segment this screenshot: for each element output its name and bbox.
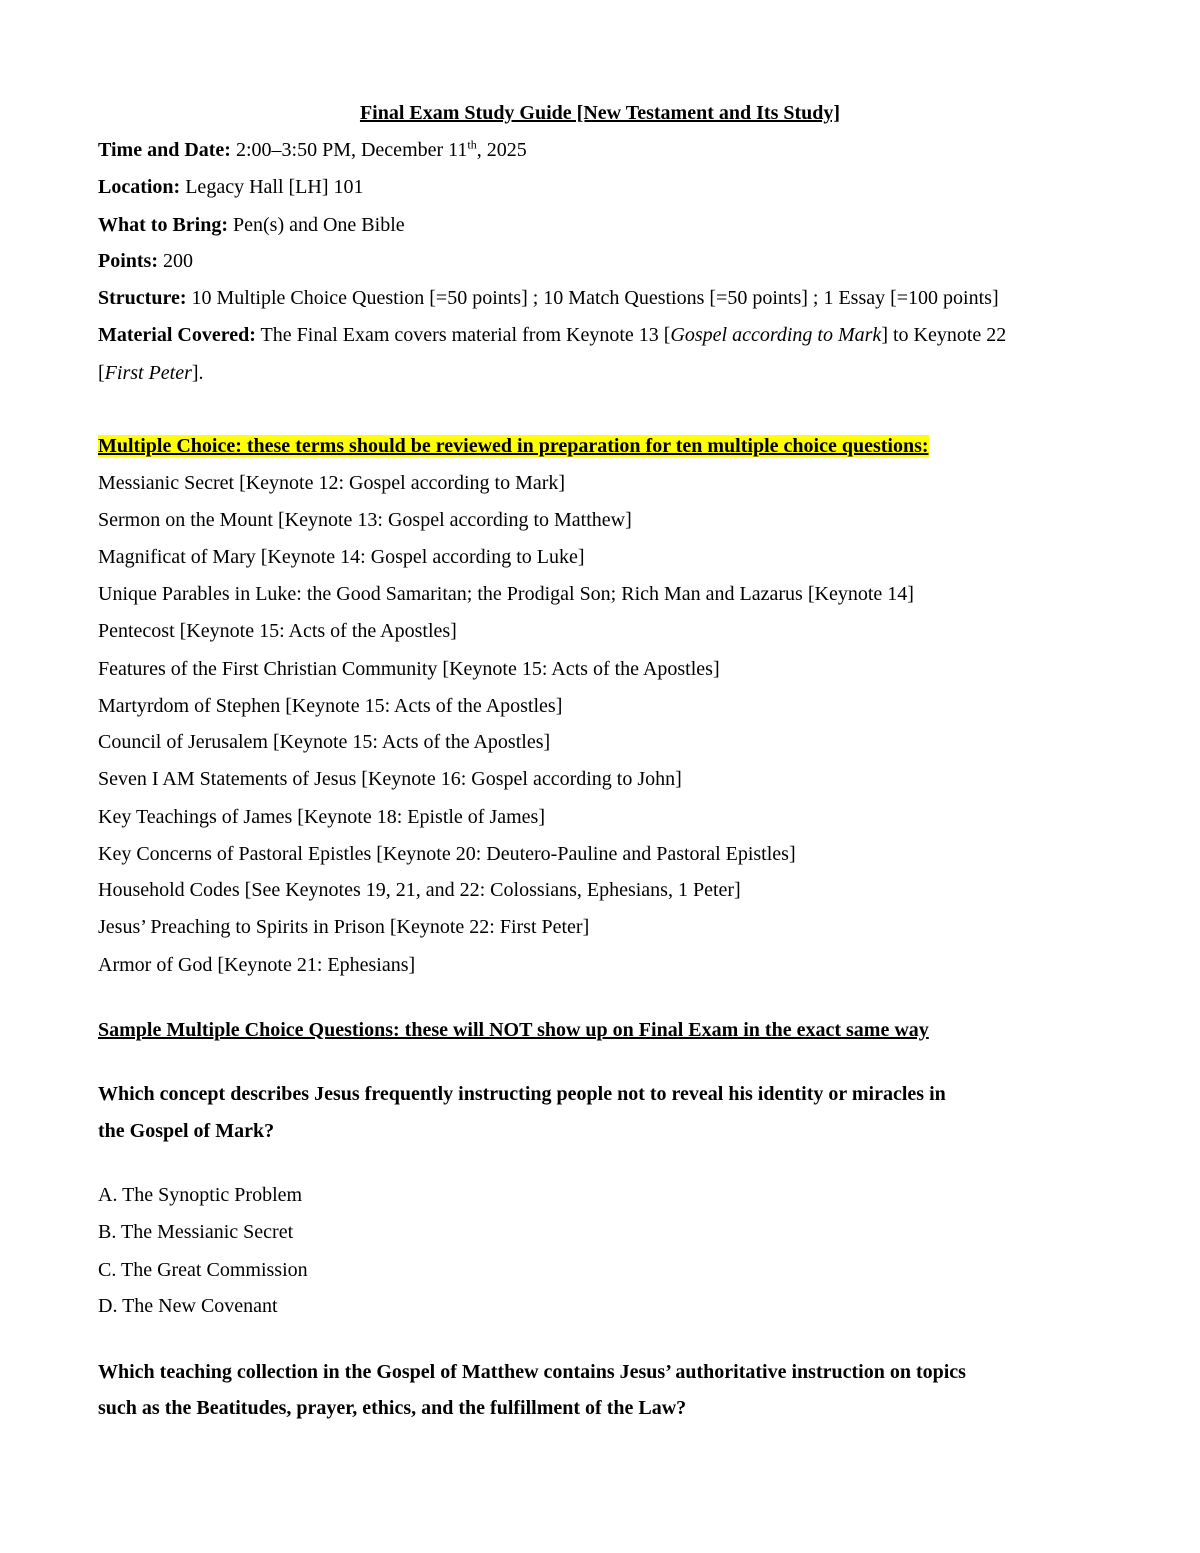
answer-option: D. The New Covenant xyxy=(98,1295,278,1317)
time-date-line xyxy=(98,137,1102,163)
question-1-line-1: Which concept describes Jesus frequently instructing people not to reveal his identity or miracles in xyxy=(98,1083,946,1105)
list-item: Key Teachings of James [Keynote 18: Epistle of James] xyxy=(98,806,546,828)
material-bracket-open: [ xyxy=(98,362,105,384)
list-item: Jesus’ Preaching to Spirits in Prison [Keynote 22: First Peter] xyxy=(98,916,590,938)
time-date-value: 2:00–3:50 PM, December 11 xyxy=(230,139,468,161)
structure-value: 10 Multiple Choice Question [=50 points] ; 10 Match Questions [=50 points] ; 1 Essay [=100 points] xyxy=(186,287,999,309)
answer-option: C. The Great Commission xyxy=(98,1259,308,1281)
points-label: Points: xyxy=(98,250,158,272)
material-bracket-close: ]. xyxy=(191,362,204,384)
mc-heading-line xyxy=(98,433,1102,459)
material-mark-title: Gospel according to Mark xyxy=(670,324,882,346)
material-peter-title: First Peter xyxy=(104,362,192,384)
list-item: Features of the First Christian Community [Keynote 15: Acts of the Apostles] xyxy=(98,658,720,680)
time-date-label: Time and Date: xyxy=(98,139,231,161)
list-item: Magnificat of Mary [Keynote 14: Gospel according to Luke] xyxy=(98,546,585,568)
location-line xyxy=(98,174,1102,200)
time-date-year: , 2025 xyxy=(476,139,527,161)
material-text-2: ] to Keynote 22 xyxy=(881,324,1007,346)
list-item: Unique Parables in Luke: the Good Samaritan; the Prodigal Son; Rich Man and Lazarus [Keynote 14] xyxy=(98,583,914,605)
question-1-line-2: the Gospel of Mark? xyxy=(98,1120,275,1142)
list-item: Sermon on the Mount [Keynote 13: Gospel according to Matthew] xyxy=(98,509,632,531)
structure-label: Structure: xyxy=(98,287,187,309)
bring-line xyxy=(98,212,1102,238)
sample-heading-line xyxy=(98,1017,1102,1043)
answer-option: B. The Messianic Secret xyxy=(98,1221,294,1243)
list-item: Messianic Secret [Keynote 12: Gospel according to Mark] xyxy=(98,472,566,494)
mc-heading: Multiple Choice: these terms should be reviewed in preparation for ten multiple choice questions: xyxy=(98,435,929,457)
question-2-line-2: such as the Beatitudes, prayer, ethics, and the fulfillment of the Law? xyxy=(98,1397,687,1419)
material-line-2 xyxy=(98,360,1102,386)
list-item: Seven I AM Statements of Jesus [Keynote 16: Gospel according to John] xyxy=(98,768,682,790)
structure-line xyxy=(98,285,1102,311)
list-item: Key Concerns of Pastoral Epistles [Keynote 20: Deutero-Pauline and Pastoral Epistles] xyxy=(98,843,796,865)
list-item: Council of Jerusalem [Keynote 15: Acts of the Apostles] xyxy=(98,731,551,753)
ordinal-suffix: th xyxy=(467,137,477,152)
question-2-line-1: Which teaching collection in the Gospel of Matthew contains Jesus’ authoritative instruction on topics xyxy=(98,1361,966,1383)
bring-value: Pen(s) and One Bible xyxy=(228,214,405,236)
points-line xyxy=(98,248,1102,274)
location-value: Legacy Hall [LH] 101 xyxy=(180,176,364,198)
list-item: Household Codes [See Keynotes 19, 21, and 22: Colossians, Ephesians, 1 Peter] xyxy=(98,879,741,901)
answer-option: A. The Synoptic Problem xyxy=(98,1184,303,1206)
sample-heading: Sample Multiple Choice Questions: these will NOT show up on Final Exam in the exact same way xyxy=(98,1019,929,1041)
material-label: Material Covered: xyxy=(98,324,256,346)
material-text: The Final Exam covers material from Keynote 13 [ xyxy=(255,324,671,346)
list-item: Martyrdom of Stephen [Keynote 15: Acts of the Apostles] xyxy=(98,695,563,717)
list-item: Armor of God [Keynote 21: Ephesians] xyxy=(98,954,416,976)
material-line xyxy=(98,322,1102,348)
list-item: Pentecost [Keynote 15: Acts of the Apostles] xyxy=(98,620,457,642)
page-title: Final Exam Study Guide [New Testament and Its Study] xyxy=(359,102,841,124)
bring-label: What to Bring: xyxy=(98,214,228,236)
location-label: Location: xyxy=(98,176,181,198)
points-value: 200 xyxy=(158,250,193,272)
